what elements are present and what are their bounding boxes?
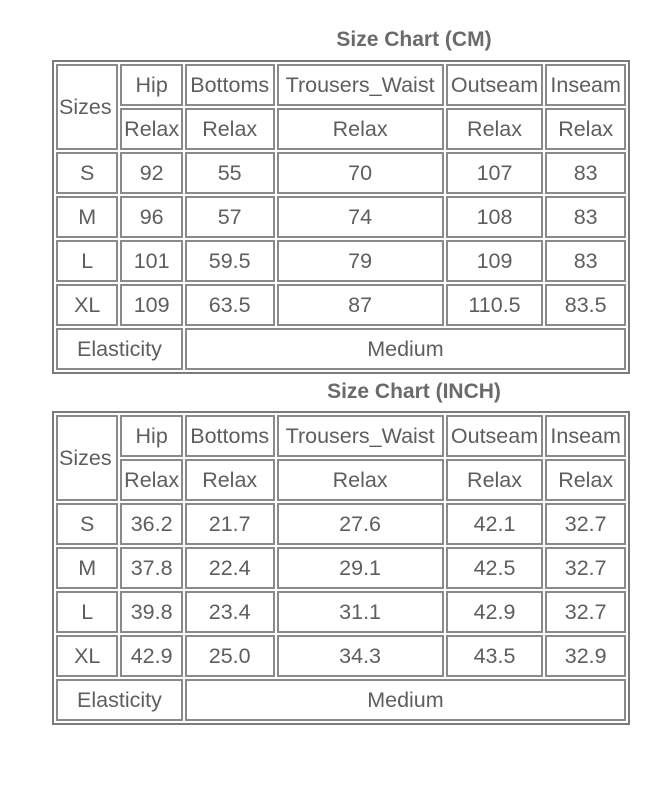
size-label: XL <box>56 635 118 677</box>
fit-subheader: Relax <box>545 459 626 501</box>
table-cell: 96 <box>120 196 182 238</box>
table-row <box>56 547 626 589</box>
inseam-header: Inseam <box>545 415 626 457</box>
fit-subheader: Relax <box>277 459 444 501</box>
fit-subheader: Relax <box>446 108 544 150</box>
table-cell: 83 <box>545 152 626 194</box>
table-cell: 109 <box>446 240 544 282</box>
table-cell: 23.4 <box>185 591 275 633</box>
size-label: S <box>56 503 118 545</box>
table-cell: 34.3 <box>277 635 444 677</box>
table-cell: 27.6 <box>277 503 444 545</box>
table-cell: 83 <box>545 196 626 238</box>
table-cell: 83.5 <box>545 284 626 326</box>
table-row <box>56 635 626 677</box>
size-label: M <box>56 547 118 589</box>
table-cell: 108 <box>446 196 544 238</box>
outseam-header: Outseam <box>446 415 544 457</box>
table-row <box>56 196 626 238</box>
table-header-row <box>56 415 626 457</box>
table-row <box>56 152 626 194</box>
trousers-waist-header: Trousers_Waist <box>277 415 444 457</box>
table-cell: 37.8 <box>120 547 182 589</box>
table-cell: 59.5 <box>185 240 275 282</box>
table-row <box>56 503 626 545</box>
fit-subheader: Relax <box>446 459 544 501</box>
size-chart-inch-title: Size Chart (INCH) <box>327 380 501 403</box>
table-row <box>56 240 626 282</box>
sizes-header: Sizes <box>56 64 118 150</box>
elasticity-value: Medium <box>185 679 626 721</box>
table-cell: 32.7 <box>545 503 626 545</box>
size-label: S <box>56 152 118 194</box>
trousers-waist-header: Trousers_Waist <box>277 64 444 106</box>
table-cell: 74 <box>277 196 444 238</box>
table-cell: 83 <box>545 240 626 282</box>
table-cell: 79 <box>277 240 444 282</box>
size-chart-inch-table <box>52 411 630 725</box>
elasticity-label: Elasticity <box>56 679 183 721</box>
fit-subheader: Relax <box>185 108 275 150</box>
table-cell: 87 <box>277 284 444 326</box>
table-row <box>56 284 626 326</box>
size-label: L <box>56 240 118 282</box>
bottoms-header: Bottoms <box>185 64 275 106</box>
table-cell: 25.0 <box>185 635 275 677</box>
table-cell: 110.5 <box>446 284 544 326</box>
table-cell: 39.8 <box>120 591 182 633</box>
table-row <box>56 591 626 633</box>
table-cell: 32.7 <box>545 547 626 589</box>
table-cell: 32.9 <box>545 635 626 677</box>
table-cell: 43.5 <box>446 635 544 677</box>
fit-subheader: Relax <box>120 108 182 150</box>
table-subheader-row <box>56 459 626 501</box>
inseam-header: Inseam <box>545 64 626 106</box>
table-cell: 63.5 <box>185 284 275 326</box>
table-cell: 31.1 <box>277 591 444 633</box>
table-cell: 42.9 <box>446 591 544 633</box>
bottoms-header: Bottoms <box>185 415 275 457</box>
outseam-header: Outseam <box>446 64 544 106</box>
elasticity-value: Medium <box>185 328 626 370</box>
table-cell: 92 <box>120 152 182 194</box>
elasticity-row <box>56 328 626 370</box>
table-cell: 42.1 <box>446 503 544 545</box>
fit-subheader: Relax <box>120 459 182 501</box>
table-cell: 55 <box>185 152 275 194</box>
table-cell: 22.4 <box>185 547 275 589</box>
table-cell: 70 <box>277 152 444 194</box>
table-subheader-row <box>56 108 626 150</box>
table-cell: 32.7 <box>545 591 626 633</box>
size-chart-cm-table <box>52 60 630 374</box>
elasticity-row <box>56 679 626 721</box>
table-cell: 42.5 <box>446 547 544 589</box>
elasticity-label: Elasticity <box>56 328 183 370</box>
hip-header: Hip <box>120 415 182 457</box>
fit-subheader: Relax <box>185 459 275 501</box>
table-cell: 21.7 <box>185 503 275 545</box>
size-label: L <box>56 591 118 633</box>
size-chart-cm-title: Size Chart (CM) <box>336 28 492 51</box>
sizes-header: Sizes <box>56 415 118 501</box>
table-cell: 109 <box>120 284 182 326</box>
table-header-row <box>56 64 626 106</box>
table-cell: 57 <box>185 196 275 238</box>
hip-header: Hip <box>120 64 182 106</box>
size-label: XL <box>56 284 118 326</box>
table-cell: 107 <box>446 152 544 194</box>
fit-subheader: Relax <box>545 108 626 150</box>
table-cell: 42.9 <box>120 635 182 677</box>
size-label: M <box>56 196 118 238</box>
table-cell: 29.1 <box>277 547 444 589</box>
table-cell: 101 <box>120 240 182 282</box>
table-cell: 36.2 <box>120 503 182 545</box>
fit-subheader: Relax <box>277 108 444 150</box>
